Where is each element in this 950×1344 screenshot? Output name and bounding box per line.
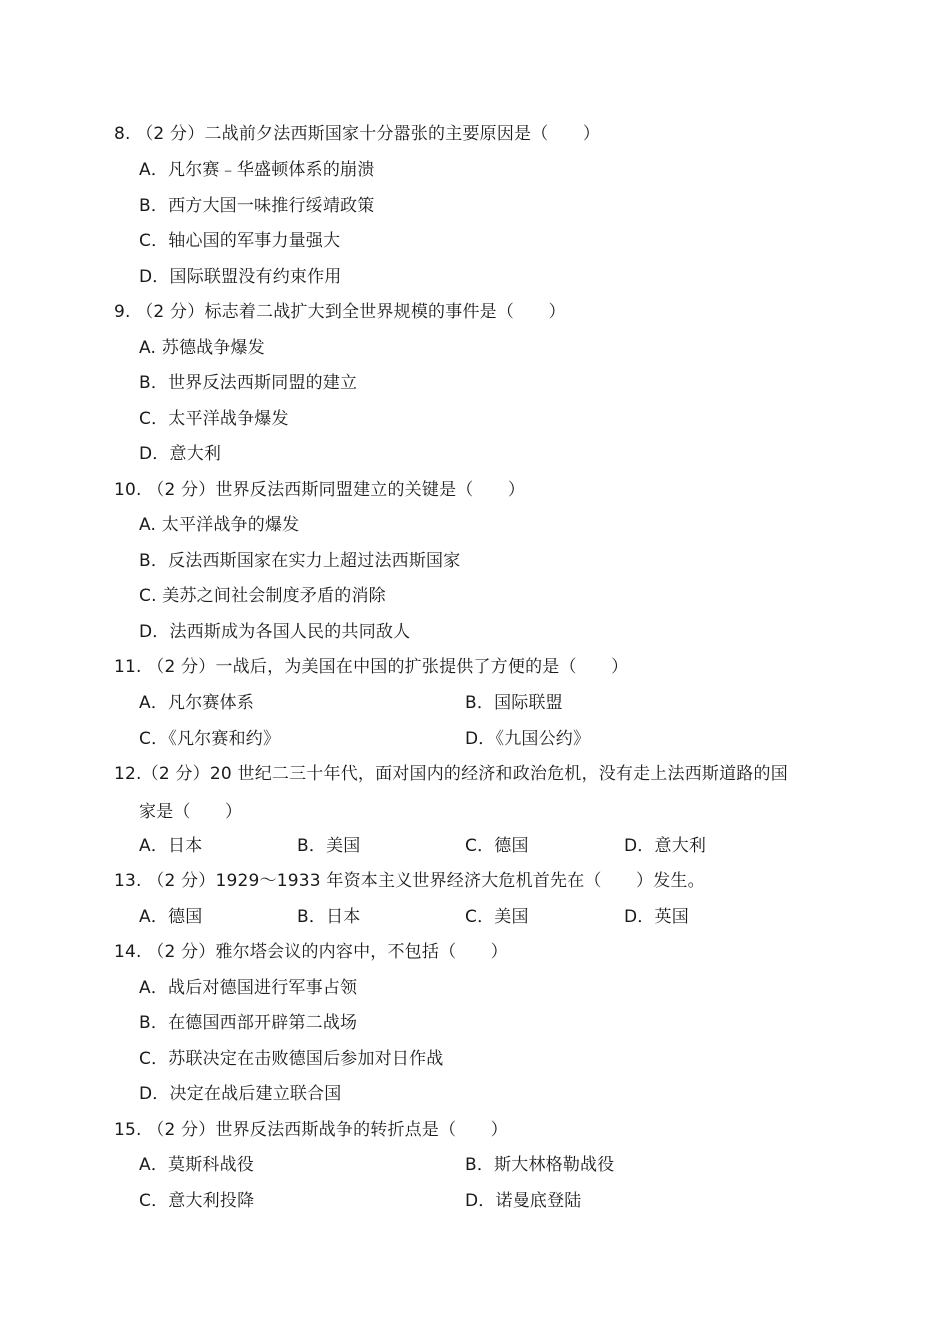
question-15-option-b: B．斯大林格勒战役 bbox=[465, 1155, 615, 1175]
question-11-option-c: C．《凡尔赛和约》 bbox=[139, 729, 281, 749]
question-number: 10. bbox=[114, 480, 142, 500]
question-13-option-d: D．英国 bbox=[624, 907, 689, 927]
question-11-option-a: A．凡尔赛体系 bbox=[139, 693, 255, 713]
question-9-option-b: B．世界反法西斯同盟的建立 bbox=[139, 373, 358, 393]
question-number: 15. bbox=[114, 1120, 142, 1140]
question-14-option-c: C．苏联决定在击败德国后参加对日作战 bbox=[139, 1049, 444, 1069]
question-13-option-c: C．美国 bbox=[465, 907, 529, 927]
question-number: 11. bbox=[114, 657, 142, 677]
question-11-option-d: D．《九国公约》 bbox=[465, 729, 591, 749]
question-text: （2 分）二战前夕法西斯国家十分嚣张的主要原因是（ ） bbox=[136, 124, 601, 144]
question-8-option-b: B．西方大国一味推行绥靖政策 bbox=[139, 196, 375, 216]
question-9-option-d: D．意大利 bbox=[139, 444, 222, 464]
question-13-stem bbox=[114, 869, 705, 893]
question-12-option-b: B．美国 bbox=[297, 836, 361, 856]
question-14-option-b: B．在德国西部开辟第二战场 bbox=[139, 1013, 358, 1033]
question-11-stem bbox=[114, 655, 628, 679]
question-15-stem bbox=[114, 1118, 508, 1142]
question-10-option-d: D．法西斯成为各国人民的共同敌人 bbox=[139, 622, 411, 642]
question-14-stem bbox=[114, 940, 508, 964]
question-number: 9. bbox=[114, 302, 131, 322]
question-9-option-c: C．太平洋战争爆发 bbox=[139, 409, 289, 429]
question-text: （2 分）一战后，为美国在中国的扩张提供了方便的是（ ） bbox=[147, 657, 629, 677]
question-text: （2 分）1929～1933 年资本主义世界经济大危机首先在（ ）发生。 bbox=[147, 871, 705, 891]
question-13-option-b: B．日本 bbox=[297, 907, 361, 927]
question-12-option-d: D．意大利 bbox=[624, 836, 707, 856]
question-8-stem bbox=[114, 122, 600, 146]
question-12-option-a: A．日本 bbox=[139, 836, 203, 856]
question-number: 14. bbox=[114, 942, 142, 962]
question-10-stem bbox=[114, 478, 525, 502]
question-text: （2 分）世界反法西斯同盟建立的关键是（ ） bbox=[147, 480, 526, 500]
question-13-option-a: A．德国 bbox=[139, 907, 203, 927]
question-8-option-c: C．轴心国的军事力量强大 bbox=[139, 231, 341, 251]
question-text: （2 分）20 世纪二三十年代，面对国内的经济和政治危机，没有走上法西斯道路的国 bbox=[141, 764, 788, 784]
question-11-option-b: B．国际联盟 bbox=[465, 693, 563, 713]
question-15-option-c: C．意大利投降 bbox=[139, 1191, 255, 1211]
question-15-option-d: D．诺曼底登陆 bbox=[465, 1191, 582, 1211]
question-8-option-d: D．国际联盟没有约束作用 bbox=[139, 267, 342, 287]
question-10-option-b: B．反法西斯国家在实力上超过法西斯国家 bbox=[139, 551, 461, 571]
question-number: 8. bbox=[114, 124, 131, 144]
question-text: （2 分）雅尔塔会议的内容中，不包括（ ） bbox=[147, 942, 508, 962]
question-12-stem bbox=[114, 762, 788, 786]
question-8-option-a: A．凡尔赛﹣华盛顿体系的崩溃 bbox=[139, 160, 375, 180]
question-number: 13. bbox=[114, 871, 142, 891]
question-number: 12. bbox=[114, 764, 142, 784]
question-text: （2 分）标志着二战扩大到全世界规模的事件是（ ） bbox=[136, 302, 566, 322]
question-14-option-a: A．战后对德国进行军事占领 bbox=[139, 978, 358, 998]
question-10-option-a: A. 太平洋战争的爆发 bbox=[139, 515, 300, 535]
question-text: （2 分）世界反法西斯战争的转折点是（ ） bbox=[147, 1120, 508, 1140]
question-9-stem bbox=[114, 300, 566, 324]
question-12-option-c: C．德国 bbox=[465, 836, 529, 856]
question-15-option-a: A．莫斯科战役 bbox=[139, 1155, 255, 1175]
question-9-option-a: A. 苏德战争爆发 bbox=[139, 338, 265, 358]
question-14-option-d: D．决定在战后建立联合国 bbox=[139, 1084, 342, 1104]
question-10-option-c: C. 美苏之间社会制度矛盾的消除 bbox=[139, 586, 386, 606]
question-12-stem-continued: 家是（ ） bbox=[139, 802, 243, 822]
